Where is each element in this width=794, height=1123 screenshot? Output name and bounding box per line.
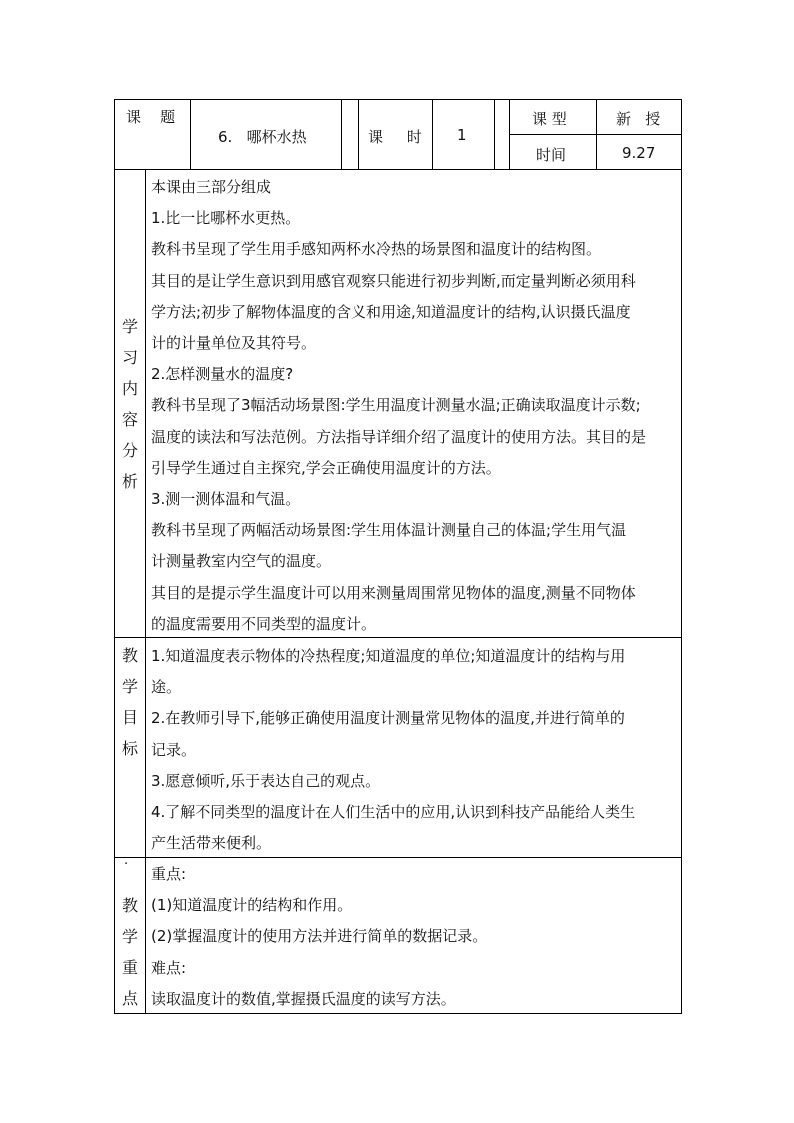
lesson-type-label: 课 型	[532, 110, 567, 128]
key-points-text: 重点: (1)知道温度计的结构和作用。 (2)掌握温度计的使用方法并进行简单的数据记录。 难点: 读取温度计的数值,掌握摄氏温度的读写方法。	[151, 865, 488, 1008]
section-title-key-points: 教 学 重 点	[121, 896, 138, 1008]
teaching-goals-text: 1.知道温度表示物体的冷热程度;知道温度的单位;知道温度计的结构与用 途。 2.在教师引导下,能够正确使用温度计测量常见物体的温度,并进行简单的 记录。 3.愿意倾听,乐于表达自己的观点。 4.了解不同类型的温度计在人们生活中的应用,认识到科技产品能给人类生 产生活带来便利。	[151, 647, 636, 853]
table-border-left	[114, 99, 115, 1014]
period-value: 1	[457, 126, 467, 144]
section-title-content-analysis: 学 习 内 容 分 析	[121, 317, 138, 491]
topic-label: 课 题	[126, 108, 176, 126]
header-col-line	[358, 99, 359, 170]
lesson-type-value: 新 授	[616, 110, 661, 128]
time-value: 9.27	[622, 144, 656, 162]
period-label: 课 时	[368, 128, 422, 146]
header-col-line	[596, 99, 597, 170]
topic-value: 6. 哪杯水热	[218, 128, 307, 146]
time-label: 时间	[536, 146, 567, 164]
section-mark: ·	[124, 857, 129, 872]
header-col-line	[494, 99, 495, 170]
side-column-line	[145, 169, 146, 1014]
content-analysis-text: 本课由三部分组成 1.比一比哪杯水更热。 教科书呈现了学生用手感知两杯水冷热的场景图和温度计的结构图。 其目的是让学生意识到用感官观察只能进行初步判断,而定量判断必须用科 学方法;初步了解物体温度的含义和用途,知道温度计的结构,认识摄氏温度 计的计量单位及其符号。 2.怎样测量水的温度? 教科书呈现了3幅活动场景图:学生用温度计测量水温;正确读取温度计示数; 温度的读法和写法范例。方法指导详细介绍了温度计的使用方法。其目的是 引导学生通过自主探究,学会正确使用温度计的方法。 3.测一测体温和气温。 教科书呈现了两幅活动场景图:学生用体温计测量自己的体温;学生用气温 计测量教室内空气的温度。 其目的是提示学生温度计可以用来测量周围常见物体的温度,测量不同物体 的温度需要用不同类型的温度计。	[151, 178, 647, 633]
header-col-line	[190, 99, 191, 170]
header-col-line	[509, 99, 510, 170]
section-title-teaching-goals: 教 学 目 标	[121, 646, 138, 758]
header-col-line	[341, 99, 342, 170]
table-border-right	[681, 99, 682, 1014]
header-col-line	[432, 99, 433, 170]
